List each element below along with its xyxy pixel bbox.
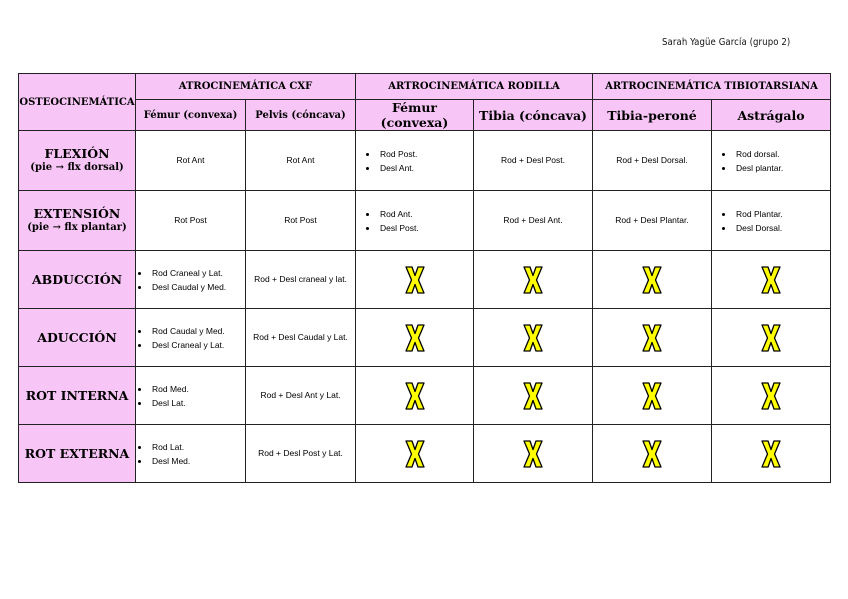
list-item: • Rod Post.	[378, 147, 473, 161]
cell-femur-cxf	[136, 425, 246, 483]
list-item: • Rod Plantar.	[734, 207, 830, 221]
cell-astragalo	[712, 309, 831, 367]
cross-icon	[404, 445, 426, 462]
list-item: • Desl Caudal y Med.	[150, 280, 245, 294]
cell-femur-cxf	[136, 309, 246, 367]
list-item: • Desl Craneal y Lat.	[150, 338, 245, 352]
cross-icon	[522, 387, 544, 404]
cell-astragalo	[712, 251, 831, 309]
cell-pelvis: Rod + Desl Post y Lat.	[246, 425, 356, 483]
header-tibia-rodilla: Tibia (cóncava)	[474, 100, 593, 131]
header-group-tibiotarsiana: ARTROCINEMÁTICA TIBIOTARSIANA	[593, 74, 831, 100]
cross-icon	[641, 271, 663, 288]
cross-icon	[522, 329, 544, 346]
bullet-list	[712, 207, 830, 235]
bullet-list	[356, 207, 473, 235]
cell-tibia-rodilla	[474, 367, 593, 425]
header-femur-rodilla: Fémur (convexa)	[356, 100, 474, 131]
cell-astragalo	[712, 425, 831, 483]
cell-astragalo	[712, 131, 831, 191]
cell-femur-cxf	[136, 367, 246, 425]
header-group-cxf: ATROCINEMÁTICA CXF	[136, 74, 356, 100]
cell-tibia-perone	[593, 309, 712, 367]
header-tibia-perone: Tibia-peroné	[593, 100, 712, 131]
list-item: • Desl Post.	[378, 221, 473, 235]
header-osteocinematica: OSTEOCINEMÁTICA	[19, 74, 136, 131]
cell-pelvis: Rod + Desl Caudal y Lat.	[246, 309, 356, 367]
header-pelvis: Pelvis (cóncava)	[246, 100, 356, 131]
cell-tibia-rodilla: Rod + Desl Post.	[474, 131, 593, 191]
bullet-list	[356, 147, 473, 175]
cross-icon	[522, 271, 544, 288]
bullet-list	[136, 324, 245, 352]
bullet-list	[136, 440, 245, 468]
table-row	[19, 131, 831, 191]
list-item: • Rod dorsal.	[734, 147, 830, 161]
cross-icon	[760, 271, 782, 288]
cell-femur-rodilla	[356, 367, 474, 425]
kinematics-table	[18, 73, 831, 483]
row-subtitle: (pie → flx plantar)	[27, 222, 127, 233]
list-item: • Rod Lat.	[150, 440, 245, 454]
cross-icon	[760, 387, 782, 404]
cell-tibia-perone: Rod + Desl Dorsal.	[593, 131, 712, 191]
list-item: • Desl plantar.	[734, 161, 830, 175]
cell-tibia-perone: Rod + Desl Plantar.	[593, 191, 712, 251]
author-name: Sarah Yagüe García (grupo 2)	[662, 37, 791, 48]
cell-femur-cxf: Rot Ant	[136, 131, 246, 191]
cell-astragalo	[712, 191, 831, 251]
cross-icon	[404, 329, 426, 346]
list-item: • Desl Med.	[150, 454, 245, 468]
cell-tibia-rodilla	[474, 425, 593, 483]
cell-tibia-perone	[593, 367, 712, 425]
cross-icon	[522, 445, 544, 462]
cross-icon	[641, 329, 663, 346]
cell-tibia-perone	[593, 251, 712, 309]
row-label-extension	[19, 191, 136, 251]
cross-icon	[760, 445, 782, 462]
row-label-flexion	[19, 131, 136, 191]
header-femur-cxf: Fémur (convexa)	[136, 100, 246, 131]
cross-icon	[641, 445, 663, 462]
row-title: ROT EXTERNA	[24, 446, 130, 461]
row-label-rot-interna	[19, 367, 136, 425]
cross-icon	[760, 329, 782, 346]
row-title: ROT INTERNA	[25, 388, 129, 403]
cell-pelvis: Rod + Desl Ant y Lat.	[246, 367, 356, 425]
row-label-abduccion	[19, 251, 136, 309]
cell-tibia-rodilla	[474, 309, 593, 367]
cell-femur-rodilla	[356, 131, 474, 191]
list-item: • Desl Ant.	[378, 161, 473, 175]
row-label-rot-externa	[19, 425, 136, 483]
list-item: • Rod Ant.	[378, 207, 473, 221]
table-row	[19, 191, 831, 251]
header-group-rodilla: ARTROCINEMÁTICA RODILLA	[356, 74, 593, 100]
cell-astragalo	[712, 367, 831, 425]
cell-tibia-rodilla	[474, 251, 593, 309]
row-label-aduccion	[19, 309, 136, 367]
list-item: • Rod Craneal y Lat.	[150, 266, 245, 280]
cell-pelvis: Rot Post	[246, 191, 356, 251]
list-item: • Desl Lat.	[150, 396, 245, 410]
cross-icon	[404, 271, 426, 288]
cell-tibia-rodilla: Rod + Desl Ant.	[474, 191, 593, 251]
cell-pelvis: Rot Ant	[246, 131, 356, 191]
header-row-groups	[19, 74, 831, 100]
table-row	[19, 367, 831, 425]
cell-femur-rodilla	[356, 191, 474, 251]
row-title: ABDUCCIÓN	[31, 272, 123, 287]
cell-pelvis: Rod + Desl craneal y lat.	[246, 251, 356, 309]
row-title: ADUCCIÓN	[37, 330, 117, 345]
table-row	[19, 251, 831, 309]
cell-femur-rodilla	[356, 425, 474, 483]
bullet-list	[136, 382, 245, 410]
cross-icon	[404, 387, 426, 404]
bullet-list	[136, 266, 245, 294]
bullet-list	[712, 147, 830, 175]
list-item: • Rod Med.	[150, 382, 245, 396]
cell-femur-rodilla	[356, 251, 474, 309]
cell-femur-cxf	[136, 251, 246, 309]
row-title: FLEXIÓN	[44, 146, 110, 161]
table-row	[19, 425, 831, 483]
cross-icon	[641, 387, 663, 404]
cell-femur-cxf: Rot Post	[136, 191, 246, 251]
header-row-surfaces	[19, 100, 831, 131]
list-item: • Desl Dorsal.	[734, 221, 830, 235]
table-row	[19, 309, 831, 367]
cell-femur-rodilla	[356, 309, 474, 367]
row-title: EXTENSIÓN	[33, 206, 121, 221]
cell-tibia-perone	[593, 425, 712, 483]
header-astragalo: Astrágalo	[712, 100, 831, 131]
row-subtitle: (pie → flx dorsal)	[30, 162, 124, 173]
list-item: • Rod Caudal y Med.	[150, 324, 245, 338]
